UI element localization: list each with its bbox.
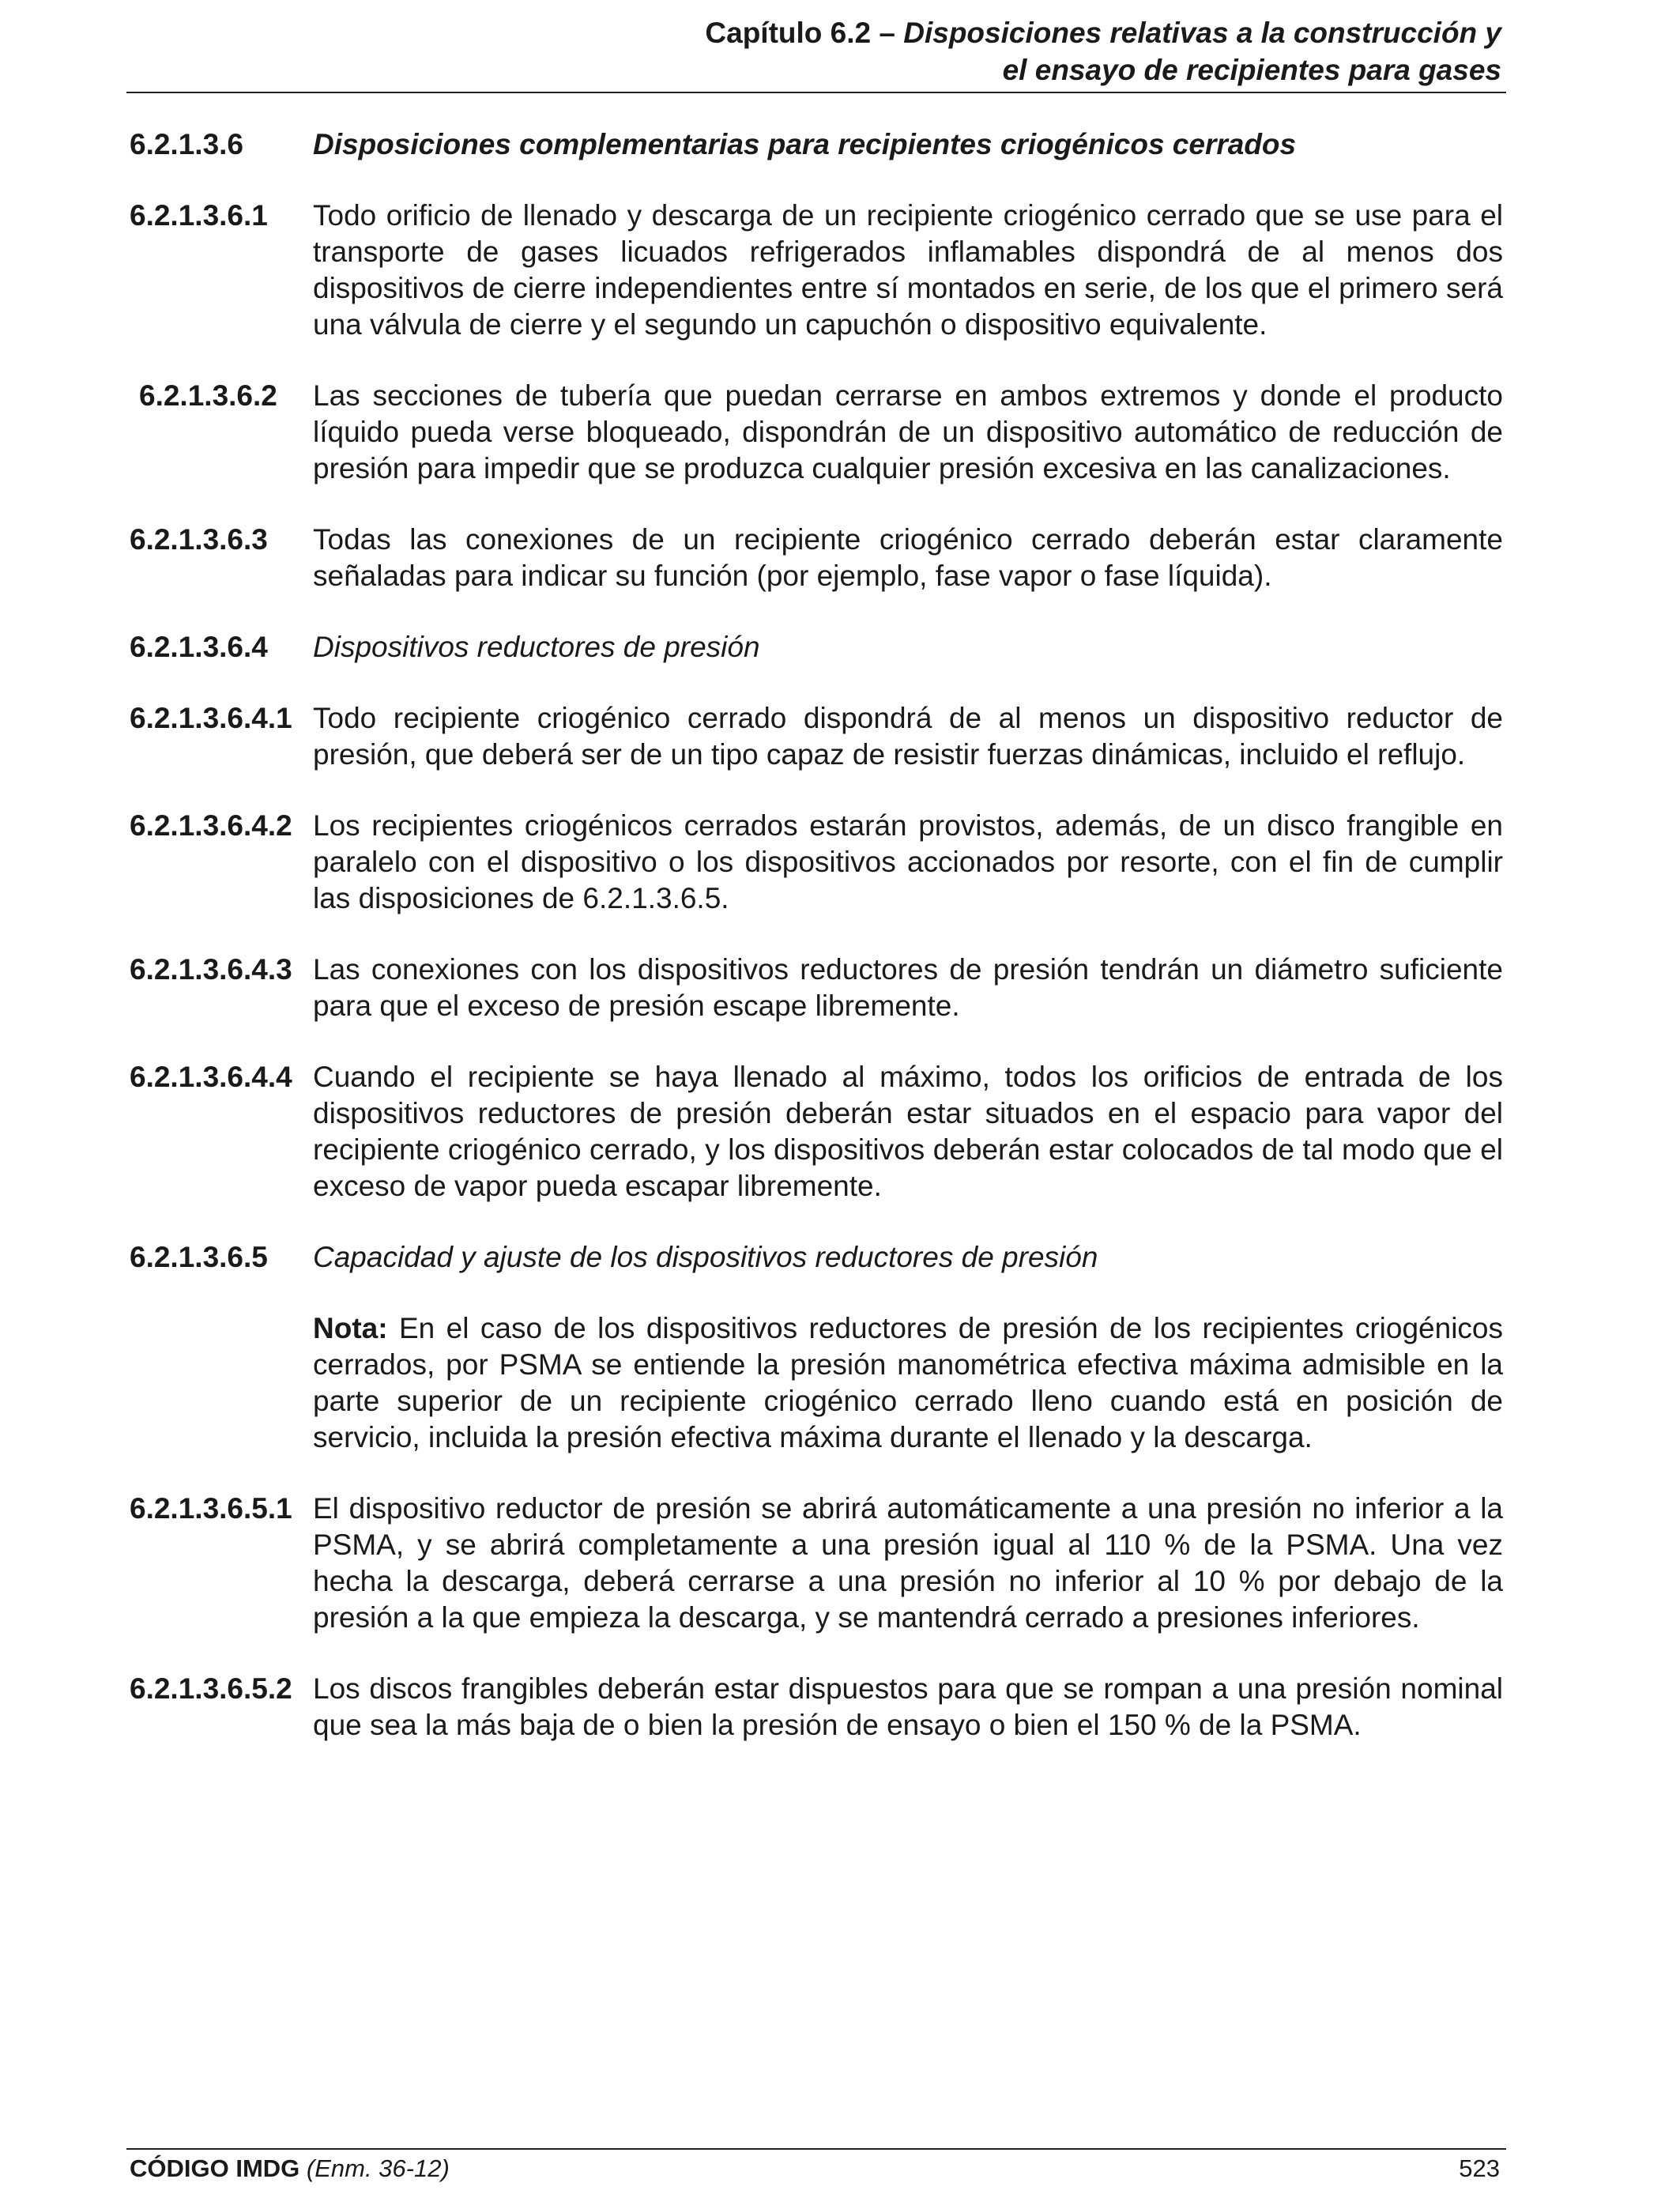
section-heading: Capacidad y ajuste de los dispositivos reductores de presión	[313, 1241, 1098, 1273]
section-number: 6.2.1.3.6	[130, 128, 244, 160]
footer-divider	[126, 2148, 1506, 2150]
section-number: 6.2.1.3.6.5	[130, 1241, 268, 1273]
section-paragraph: El dispositivo reductor de presión se abrirá automáticamente a una presión no inferior a la PSMA, y se abrirá completamente a una presión igual al 110 % de la PSMA. Una vez hecha la descarga, deberá cerrarse a una presión no inferior al 10 % por debajo de la presión a la que empieza la descarga, y se mantendrá cerrado a presiones inferiores.	[313, 1492, 1503, 1634]
section-paragraph: Todo orificio de llenado y descarga de un recipiente criogénico cerrado que se use para el transporte de gases licuados refrigerados inflamables dispondrá de al menos dos dispositivos de cierre independientes entre sí montados en serie, de los que el primero será una válvula de cierre y el segundo un capuchón o dispositivo equivalente.	[313, 199, 1503, 341]
section-number: 6.2.1.3.6.5.2	[130, 1672, 292, 1705]
section-6-2-1-3-6-4-1	[130, 700, 1503, 773]
section-6-2-1-3-6-5-2	[130, 1671, 1503, 1744]
section-6-2-1-3-6-1	[130, 198, 1503, 343]
note-paragraph	[313, 1310, 1503, 1456]
section-number: 6.2.1.3.6.4.1	[130, 702, 292, 734]
section-heading: Disposiciones complementarias para recipientes criogénicos cerrados	[313, 128, 1297, 160]
section-number: 6.2.1.3.6.4.2	[130, 809, 292, 842]
page-header	[126, 14, 1501, 89]
section-6-2-1-3-6-4-4	[130, 1059, 1503, 1204]
section-paragraph: Las conexiones con los dispositivos reductores de presión tendrán un diámetro suficiente para que el exceso de presión escape libremente.	[313, 953, 1503, 1022]
section-number: 6.2.1.3.6.4.3	[130, 953, 292, 986]
section-heading: Dispositivos reductores de presión	[313, 631, 760, 663]
amendment-label: (Enm. 36-12)	[299, 2154, 450, 2182]
page-footer	[130, 2153, 1500, 2185]
section-6-2-1-3-6-5	[130, 1239, 1503, 1276]
chapter-prefix: Capítulo 6.2 –	[705, 17, 904, 49]
section-6-2-1-3-6-2	[130, 378, 1503, 487]
section-number: 6.2.1.3.6.2	[139, 379, 277, 412]
section-6-2-1-3-6-4	[130, 629, 1503, 665]
section-6-2-1-3-6-4-2	[130, 808, 1503, 917]
section-paragraph: Los discos frangibles deberán estar dispuestos para que se rompan a una presión nominal que sea la más baja de o bien la presión de ensayo o bien el 150 % de la PSMA.	[313, 1672, 1503, 1741]
header-divider	[126, 92, 1506, 93]
note-text: En el caso de los dispositivos reductores de presión de los recipientes criogénicos cerrados, por PSMA se entiende la presión manométrica efectiva máxima admisible en la parte superior de un recipiente criogénico cerrado lleno cuando está en posición de servicio, incluida la presión efectiva máxima durante el llenado y la descarga.	[313, 1312, 1503, 1453]
section-6-2-1-3-6-4-3	[130, 952, 1503, 1024]
section-number: 6.2.1.3.6.4	[130, 631, 268, 663]
footer-source	[130, 2153, 450, 2185]
section-number: 6.2.1.3.6.4.4	[130, 1061, 292, 1093]
document-body	[130, 126, 1503, 1744]
section-paragraph: Los recipientes criogénicos cerrados estarán provistos, además, de un disco frangible en paralelo con el dispositivo o los dispositivos accionados por resorte, con el fin de cumplir las disposiciones de 6.2.1.3.6.5.	[313, 809, 1503, 914]
note-block	[130, 1310, 1503, 1456]
section-paragraph: Todo recipiente criogénico cerrado dispondrá de al menos un dispositivo reductor de presión, que deberá ser de un tipo capaz de resistir fuerzas dinámicas, incluido el reflujo.	[313, 702, 1503, 771]
section-6-2-1-3-6-3	[130, 522, 1503, 594]
section-paragraph: Cuando el recipiente se haya llenado al máximo, todos los orificios de entrada de los dispositivos reductores de presión deberán estar situados en el espacio para vapor del recipiente criogénico cerrado, y los dispositivos deberán estar colocados de tal modo que el exceso de vapor pueda escapar libremente.	[313, 1061, 1503, 1202]
section-paragraph: Las secciones de tubería que puedan cerrarse en ambos extremos y donde el producto líquido pueda verse bloqueado, dispondrán de un dispositivo automático de reducción de presión para impedir que se produzca cualquier presión excesiva en las canalizaciones.	[313, 379, 1503, 484]
code-name: CÓDIGO IMDG	[130, 2154, 300, 2182]
section-6-2-1-3-6-5-1	[130, 1491, 1503, 1636]
section-number: 6.2.1.3.6.5.1	[130, 1492, 292, 1525]
chapter-title-line-2: el ensayo de recipientes para gases	[1002, 54, 1501, 86]
chapter-title-line-1	[126, 14, 1501, 51]
page-number: 523	[1459, 2154, 1500, 2182]
section-number: 6.2.1.3.6.1	[130, 199, 268, 232]
section-number: 6.2.1.3.6.3	[130, 523, 268, 556]
chapter-title-part-1: Disposiciones relativas a la construcción y	[903, 17, 1501, 49]
section-6-2-1-3-6	[130, 126, 1503, 163]
section-paragraph: Todas las conexiones de un recipiente criogénico cerrado deberán estar claramente señaladas para indicar su función (por ejemplo, fase vapor o fase líquida).	[313, 523, 1503, 592]
note-label: Nota:	[313, 1312, 388, 1344]
